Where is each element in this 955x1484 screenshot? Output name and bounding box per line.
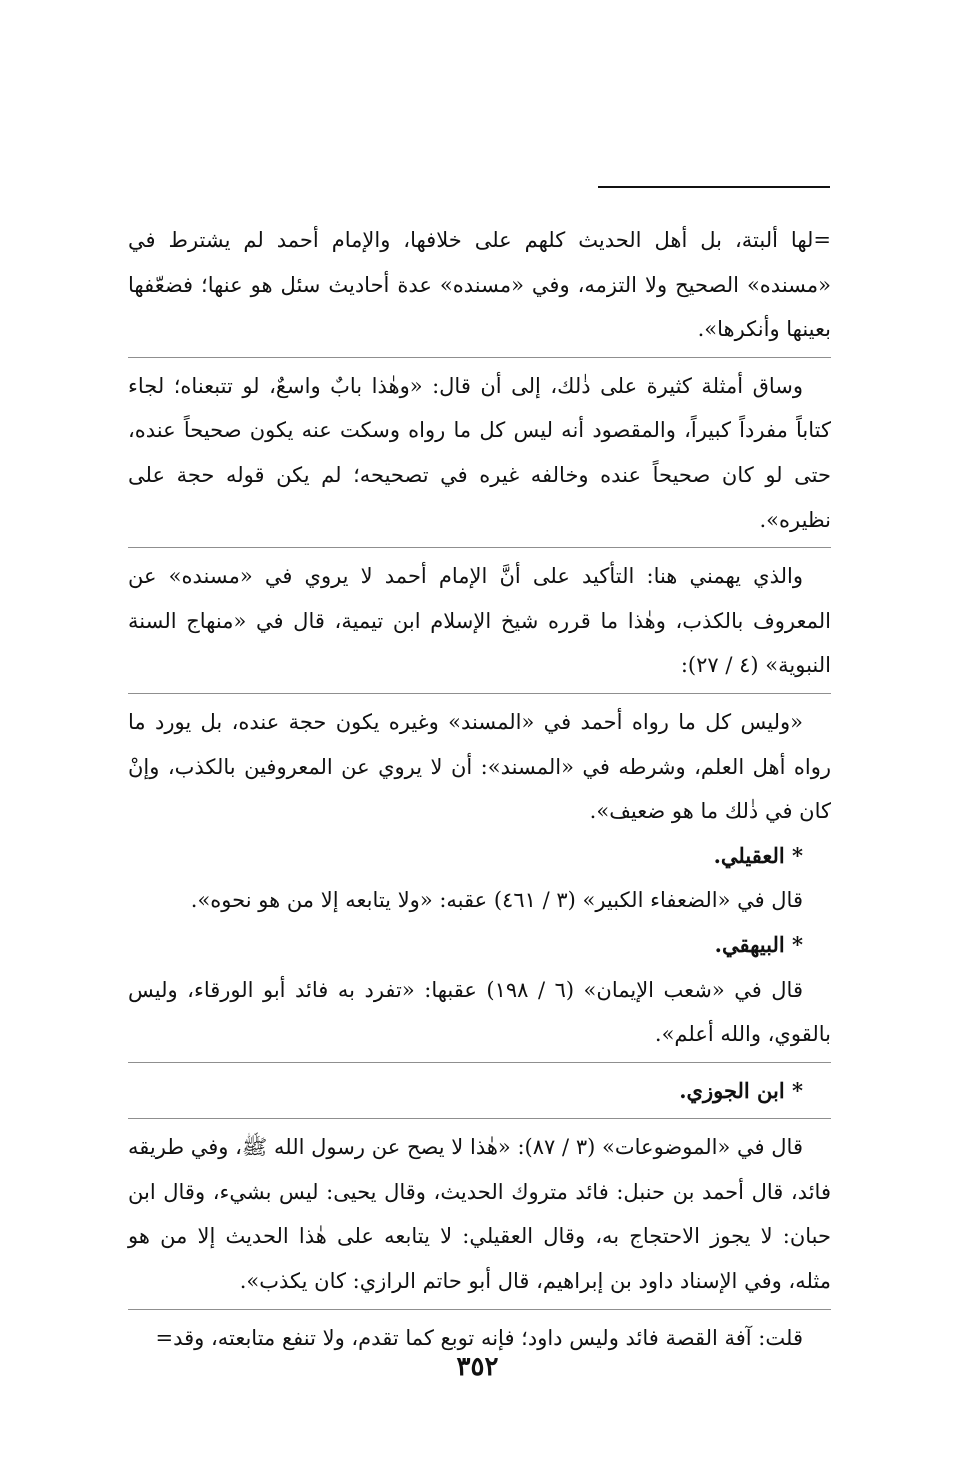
section-heading-bayhaqi: * البيهقي. <box>714 931 803 957</box>
paragraph-divider <box>128 1062 831 1063</box>
footnote-paragraph: قال في «الضعفاء الكبير» (٣ / ٤٦١) عقبه: «ولا يتابعه إلا من هو نحوه». <box>190 888 803 913</box>
footnote-separator-rule <box>598 186 830 188</box>
paragraph-divider <box>128 357 831 358</box>
section-heading-uqayli: * العقيلي. <box>713 842 803 868</box>
footnote-paragraph: وساق أمثلة كثيرة على ذٰلك، إلى أن قال: «وهٰذا بابٌ واسعٌ، لو تتبعناه؛ لجاء كتاباً مفرداً كبيراً، والمقصود أنه ليس كل ما رواه وسكت عنه يكون صحيحاً عنده، حتى لو كان صحيحاً عنده وخالفه غيره في تصحيحه؛ لم يكن قوله حجة على نظيره». <box>128 373 831 532</box>
paragraph-divider <box>128 547 831 548</box>
paragraph-divider <box>128 1309 831 1310</box>
footnote-paragraph: والذي يهمني هنا: التأكيد على أنَّ الإمام أحمد لا يروي في «مسنده» عن المعروف بالكذب، وهٰذا ما قرره شيخ الإسلام ابن تيمية، قال في «منهاج السنة النبوية» (٤ / ٢٧): <box>128 564 831 678</box>
quoted-paragraph: «وليس كل ما رواه أحمد في «المسند» وغيره يكون حجة عنده، بل يورد ما رواه أهل العلم، وشرطه في «المسند»: أن لا يروي عن المعروفين بالكذب، وإنْ كان في ذٰلك ما هو ضعيف». <box>128 709 831 824</box>
footnote-text-block <box>128 218 831 1360</box>
footnote-paragraph: قلت: آفة القصة فائد وليس داود؛ فإنه توبع كما تقدم، ولا تنفع متابعته، وقد= <box>155 1325 803 1350</box>
footnote-paragraph: =لها ألبتة، بل أهل الحديث كلهم على خلافها، والإمام أحمد لم يشترط في «مسنده» الصحيح ولا التزمه، وفي «مسنده» عدة أحاديث سئل هو عنها؛ فضعّفها بعينها وأنكرها». <box>128 228 831 342</box>
paragraph-divider <box>128 1118 831 1119</box>
footnote-paragraph: قال في «شعب الإيمان» (٦ / ١٩٨) عقبها: «تفرد به فائد أبو الورقاء، وليس بالقوي، والله أعلم». <box>128 977 831 1047</box>
footnote-paragraph: قال في «الموضوعات» (٣ / ٨٧): «هٰذا لا يصح عن رسول الله ﷺ، وفي طريقه فائد، قال أحمد بن حنبل: فائد متروك الحديث، وقال يحيى: ليس بشيء، وقال ابن حبان: لا يجوز الاحتجاج به، وقال العقيلي: لا يتابعه على هٰذا الحديث إلا من هو مثله، وفي الإسناد داود بن إبراهيم، قال أبو حاتم الرازي: كان يكذب». <box>128 1135 831 1294</box>
section-heading-ibn-al-jawzi: * ابن الجوزي. <box>679 1077 803 1103</box>
page-number: ٣٥٢ <box>456 1352 499 1382</box>
paragraph-divider <box>128 693 831 694</box>
